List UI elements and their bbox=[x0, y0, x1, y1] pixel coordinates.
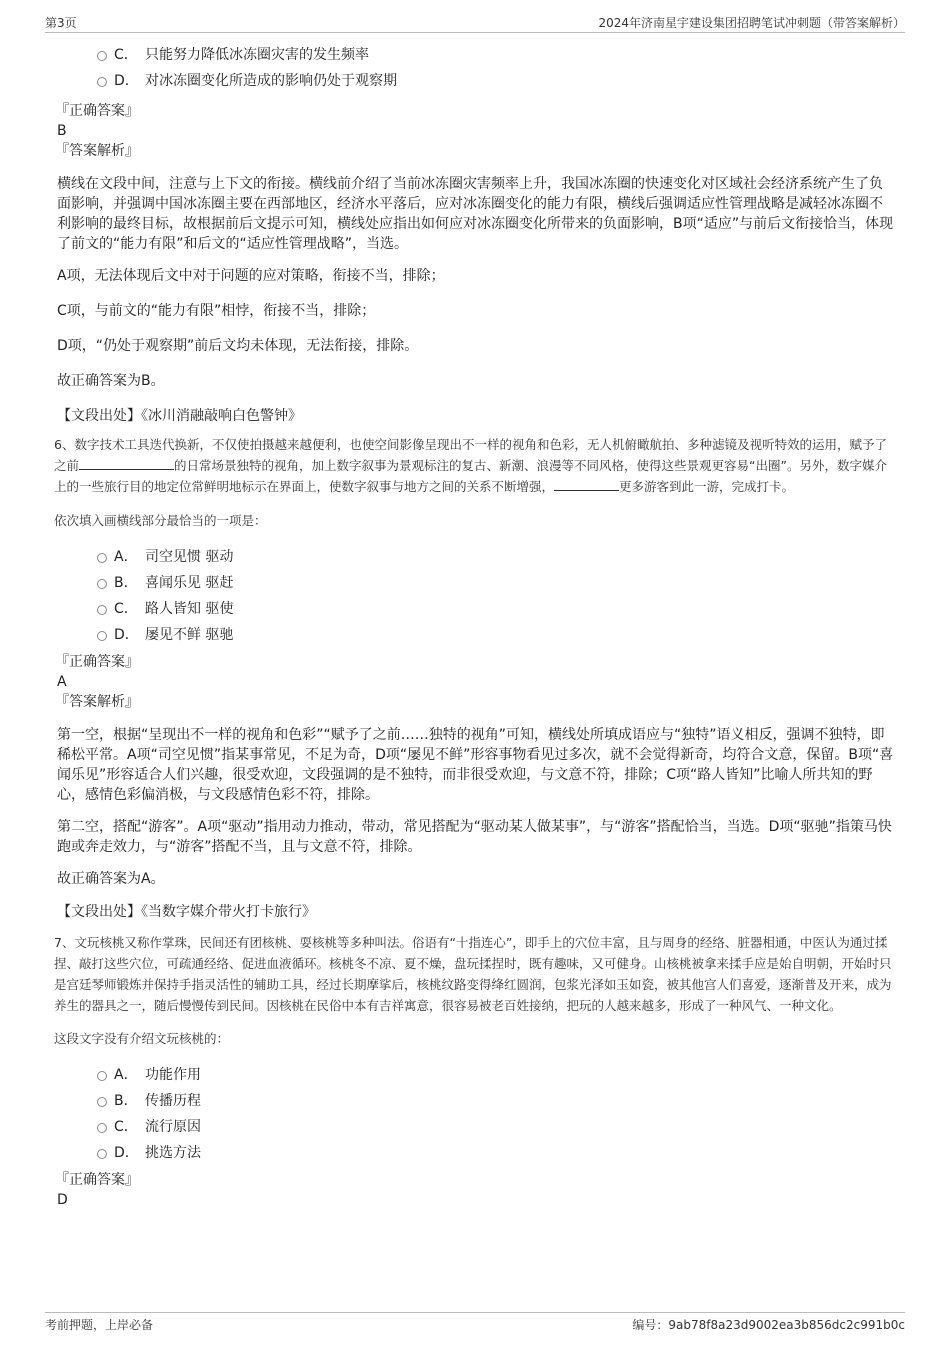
question-prompt: 这段文字没有介绍文玩核桃的： bbox=[54, 1031, 230, 1046]
option-item[interactable]: D． 挑选方法 bbox=[97, 1140, 895, 1166]
source-citation: 【文段出处】《当数字媒介带火打卡旅行》 bbox=[57, 904, 316, 920]
q5-options bbox=[57, 42, 895, 94]
answer-label: 『正确答案』 bbox=[55, 654, 139, 670]
fill-blank bbox=[554, 478, 619, 491]
radio-icon[interactable] bbox=[97, 579, 107, 589]
analysis-label: 『答案解析』 bbox=[55, 143, 139, 159]
option-item[interactable]: A． 司空见惯 驱动 bbox=[97, 544, 895, 570]
q7-options bbox=[57, 1062, 895, 1166]
radio-icon[interactable] bbox=[97, 631, 107, 641]
answer-label: 『正确答案』 bbox=[55, 1172, 139, 1188]
analysis-conclusion: 故正确答案为A。 bbox=[57, 871, 165, 887]
q6-options bbox=[57, 544, 895, 648]
analysis-paragraph: D项，“仍处于观察期”前后文均未体现，无法衔接，排除。 bbox=[57, 338, 419, 354]
answer-value: A bbox=[57, 674, 67, 690]
document-body bbox=[54, 40, 895, 1210]
document-title: 2024年济南星宇建设集团招聘笔试冲刺题（带答案解析） bbox=[598, 16, 905, 30]
analysis-conclusion: 故正确答案为B。 bbox=[57, 373, 165, 389]
radio-icon[interactable] bbox=[97, 51, 107, 61]
fill-blank bbox=[79, 457, 174, 470]
radio-icon[interactable] bbox=[97, 1149, 107, 1159]
radio-icon[interactable] bbox=[97, 1071, 107, 1081]
radio-icon[interactable] bbox=[97, 77, 107, 87]
answer-value: B bbox=[57, 123, 67, 139]
radio-icon[interactable] bbox=[97, 553, 107, 563]
option-item[interactable]: C． 流行原因 bbox=[97, 1114, 895, 1140]
option-item[interactable]: D． 屡见不鲜 驱驰 bbox=[97, 622, 895, 648]
radio-icon[interactable] bbox=[97, 605, 107, 615]
option-item[interactable]: C． 只能努力降低冰冻圈灾害的发生频率 bbox=[97, 42, 895, 68]
analysis-label: 『答案解析』 bbox=[55, 694, 139, 710]
option-item[interactable]: A． 功能作用 bbox=[97, 1062, 895, 1088]
page-footer bbox=[45, 1312, 905, 1333]
answer-value: D bbox=[57, 1192, 68, 1208]
option-item[interactable]: D． 对冰冻圈变化所造成的影响仍处于观察期 bbox=[97, 68, 895, 94]
footer-slogan: 考前押题，上岸必备 bbox=[45, 1318, 154, 1332]
document-id: 编号：9ab78f8a23d9002ea3b856dc2c991b0c bbox=[632, 1318, 905, 1332]
option-item[interactable]: C． 路人皆知 驱使 bbox=[97, 596, 895, 622]
page-number: 第3页 bbox=[45, 16, 77, 30]
analysis-paragraph: A项，无法体现后文中对于问题的应对策略，衔接不当，排除； bbox=[57, 268, 445, 284]
question-prompt: 依次填入画横线部分最恰当的一项是： bbox=[54, 513, 267, 528]
page-header bbox=[45, 14, 905, 33]
analysis-paragraph: 横线在文段中间，注意与上下文的衔接。横线前介绍了当前冰冻圈灾害频率上升，我国冰冻圈的快速变化对区域社会经济系统产生了负面影响，并强调中国冰冻圈主要在西部地区，经济水平落后，应对冰冻圈变化的能力有限，横线后强调适应性管理战略是减轻冰冻圈不利影响的最终目标，故根据前后文提示可知，横线处应指出如何应对冰冻圈变化所带来的负面影响，B项“适应”与前后文衔接恰当，体现了前文的“能力有限”和后文的“适应性管理战略”，当选。 bbox=[57, 176, 894, 252]
source-citation: 【文段出处】《冰川消融敲响白色警钟》 bbox=[57, 408, 302, 424]
radio-icon[interactable] bbox=[97, 1097, 107, 1107]
option-item[interactable]: B． 传播历程 bbox=[97, 1088, 895, 1114]
analysis-paragraph: 第二空，搭配“游客”。A项“驱动”指用动力推动，带动，常见搭配为“驱动某人做某事”，与“游客”搭配恰当，当选。D项“驱驰”指策马快跑或奔走效力，与“游客”搭配不当，且与文意不符，排除。 bbox=[57, 819, 892, 855]
radio-icon[interactable] bbox=[97, 1123, 107, 1133]
analysis-paragraph: C项，与前文的“能力有限”相悖，衔接不当，排除； bbox=[57, 303, 376, 319]
question-stem: 7、文玩核桃又称作掌珠，民间还有团核桃、耍核桃等多种叫法。俗语有“十指连心”，即手上的穴位丰富，且与周身的经络、脏器相通，中医认为通过揉捏、敲打这些穴位，可疏通经络、促进血液循环。核桃冬不凉、夏不燥，盘玩揉捏时，既有趣味，又可健身。山核桃被拿来揉手应是始自明朝，开始时只是宫廷琴师锻炼并保持手指灵活性的辅助工具，经过长期摩挲后，核桃纹路变得绛红圆润，包浆光泽如玉如瓷，被其他宫人们喜爱，逐渐普及开来，成为养生的器具之一，随后慢慢传到民间。因核桃在民俗中本有吉祥寓意，很容易被老百姓接纳，把玩的人越来越多，形成了一种风气、一种文化。 bbox=[54, 935, 892, 1013]
option-item[interactable]: B． 喜闻乐见 驱赶 bbox=[97, 570, 895, 596]
analysis-paragraph: 第一空，根据“呈现出不一样的视角和色彩”“赋予了之前……独特的视角”可知，横线处所填成语应与“独特”语义相反，强调不独特，即稀松平常。A项“司空见惯”指某事常见，不足为奇，D项“屡见不鲜”形容事物看见过多次，就不会觉得新奇，均符合文意，保留。B项“喜闻乐见”形容适合人们兴趣，很受欢迎，文段强调的是不独特，而非很受欢迎，与文意不符，排除；C项“路人皆知”比喻人所共知的野心，感情色彩偏消极，与文段感情色彩不符，排除。 bbox=[57, 727, 894, 803]
answer-label: 『正确答案』 bbox=[55, 103, 139, 119]
question-stem: 6、数字技术工具迭代换新，不仅使拍摄越来越便利，也使空间影像呈现出不一样的视角和色彩，无人机俯瞰航拍、多种滤镜及视听特效的运用，赋予了之前 的日常场景独特的视角，加上数字叙事为景观标注的复古、新潮、浪漫等不同风格，使得这些景观更容易“出圈”。另外，数字媒介上的一些旅行目的地定位常鲜明地标示在界面上，使数字叙事与地方之间的关系不断增强， 更多游客到此一游，完成打卡。 bbox=[54, 437, 887, 494]
